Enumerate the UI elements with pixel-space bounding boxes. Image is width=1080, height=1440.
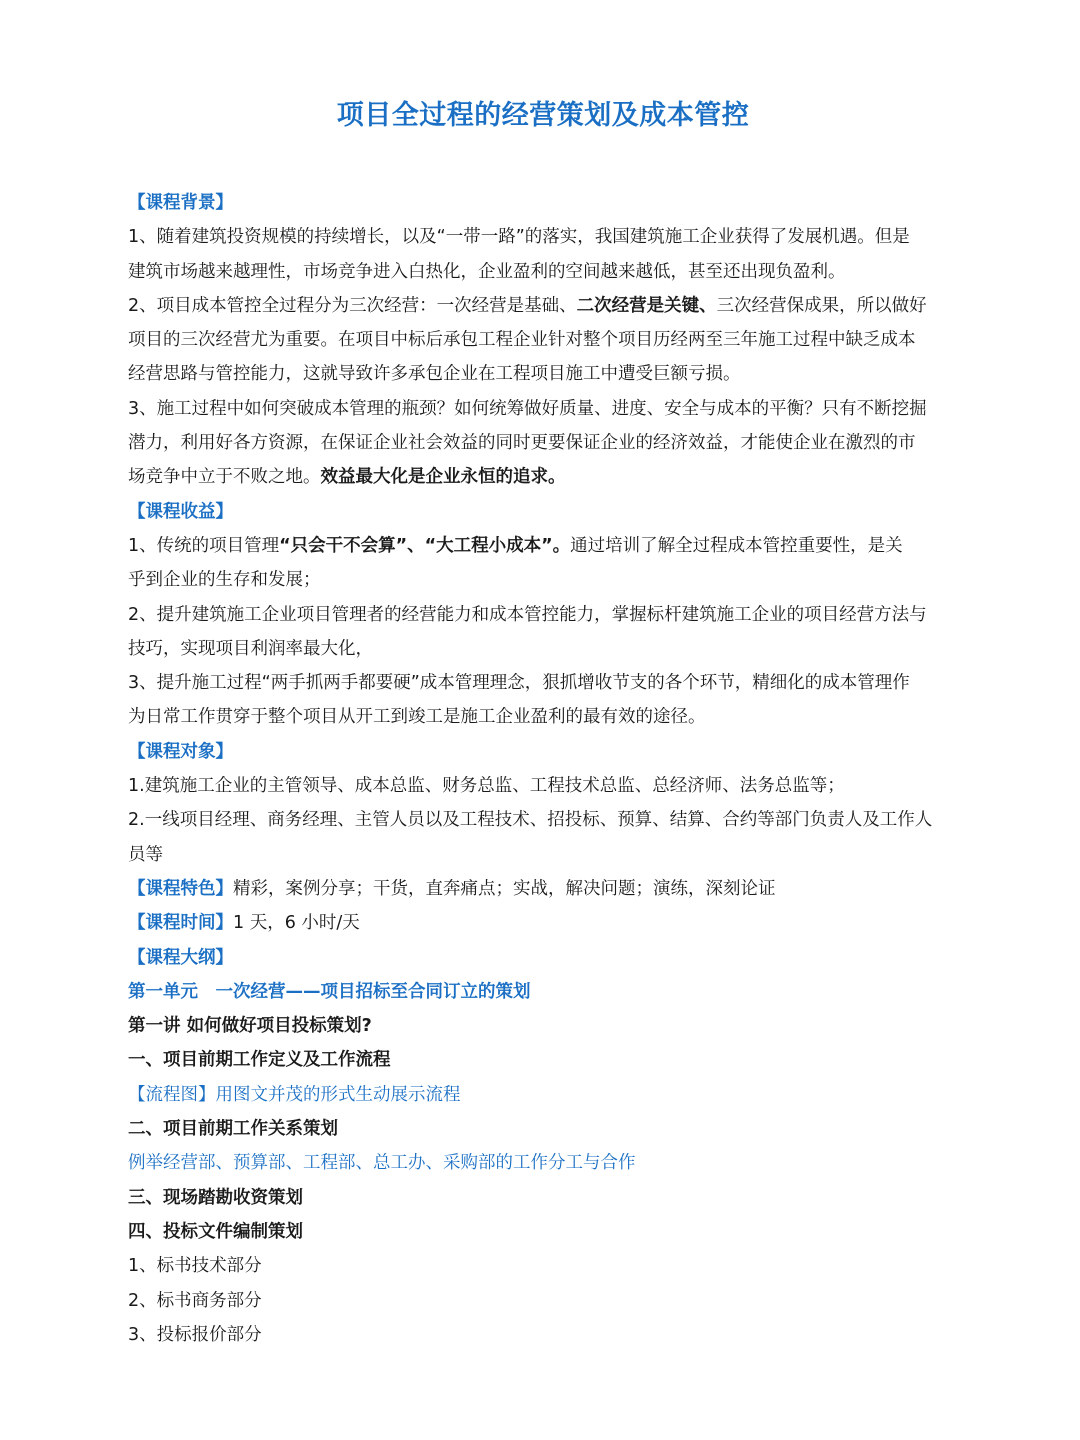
benefits-p1-text-a: 1、传统的项目管理 (128, 535, 280, 556)
section-heading-benefits: 【课程收益】 (128, 501, 233, 522)
outline-unit-1: 第一单元 一次经营——项目招标至合同订立的策划 (128, 981, 531, 1002)
section-heading-time: 【课程时间】 (128, 913, 233, 934)
benefits-p1-bold: “只会干不会算”、“大工程小成本”。 (279, 535, 571, 556)
time-line (128, 906, 958, 940)
outline-section-3: 三、现场踏勘收资策划 (128, 1187, 303, 1208)
background-p3-line2: 潜力，利用好各方资源，在保证企业社会效益的同时更要保证企业的经济效益，才能使企业在激烈的市 (128, 433, 916, 454)
background-p2-bold: 二次经营是关键、 (576, 295, 717, 316)
outline-section-4-item: 2、标书商务部分 (128, 1290, 262, 1311)
features-line (128, 872, 958, 906)
background-p1-line1: 1、随着建筑投资规模的持续增长，以及“一带一路”的落实，我国建筑施工企业获得了发展机遇。但是 (128, 227, 910, 248)
features-text: 精彩，案例分享；干货，直奔痛点；实战，解决问题；演练，深刻论证 (233, 878, 776, 899)
background-p3-text-a: 场竞争中立于不败之地。 (128, 467, 321, 488)
page-title: 项目全过程的经营策划及成本管控 (336, 100, 750, 131)
document-page (128, 92, 958, 1352)
benefits-p1-text-c: 通过培训了解全过程成本管控重要性，是关 (570, 535, 903, 556)
outline-section-2-note: 例举经营部、预算部、工程部、总工办、采购部的工作分工与合作 (128, 1153, 636, 1174)
benefits-p3-line2: 为日常工作贯穿于整个项目从开工到竣工是施工企业盈利的最有效的途径。 (128, 707, 706, 728)
background-p2-line1 (128, 289, 958, 323)
background-p2-line3: 经营思路与管控能力，这就导致许多承包企业在工程项目施工中遭受巨额亏损。 (128, 364, 741, 385)
background-p3-bold: 效益最大化是企业永恒的追求。 (320, 467, 566, 488)
background-p2-text-c: 三次经营保成果，所以做好 (716, 295, 927, 316)
benefits-p3-line1: 3、提升施工过程“两手抓两手都要硬”成本管理理念，狠抓增收节支的各个环节，精细化的成本管理作 (128, 673, 910, 694)
benefits-p1-line1 (128, 529, 958, 563)
section-heading-background: 【课程背景】 (128, 193, 233, 213)
audience-line1: 1.建筑施工企业的主管领导、成本总监、财务总监、工程技术总监、总经济师、法务总监等； (128, 776, 845, 797)
background-p3-line3 (128, 460, 958, 494)
outline-section-4: 四、投标文件编制策划 (128, 1221, 303, 1242)
background-p2-text-a: 2、项目成本管控全过程分为三次经营：一次经营是基础、 (128, 295, 577, 316)
outline-section-4-item: 3、投标报价部分 (128, 1324, 262, 1345)
section-heading-audience: 【课程对象】 (128, 741, 233, 762)
audience-line2: 2.一线项目经理、商务经理、主管人员以及工程技术、招投标、预算、结算、合约等部门负责人及工作人 (128, 810, 933, 831)
benefits-p2-line2: 技巧，实现项目利润率最大化， (128, 638, 373, 659)
benefits-p2-line1: 2、提升建筑施工企业项目管理者的经营能力和成本管控能力，掌握标杆建筑施工企业的项目经营方法与 (128, 604, 927, 625)
section-heading-outline: 【课程大纲】 (128, 947, 233, 968)
outline-lecture-1: 第一讲 如何做好项目投标策划? (128, 1016, 372, 1037)
benefits-p1-line2: 乎到企业的生存和发展； (128, 570, 321, 591)
time-text: 1 天，6 小时/天 (233, 913, 360, 934)
audience-line3: 员等 (128, 844, 163, 865)
outline-section-1: 一、项目前期工作定义及工作流程 (128, 1050, 391, 1071)
section-heading-features: 【课程特色】 (128, 878, 233, 899)
outline-section-2: 二、项目前期工作关系策划 (128, 1119, 338, 1140)
background-p1-line2: 建筑市场越来越理性，市场竞争进入白热化，企业盈利的空间越来越低，甚至还出现负盈利。 (128, 261, 846, 282)
outline-section-1-note: 【流程图】用图文并茂的形式生动展示流程 (128, 1084, 461, 1105)
background-p2-line2: 项目的三次经营尤为重要。在项目中标后承包工程企业针对整个项目历经两至三年施工过程中缺乏成本 (128, 330, 916, 351)
outline-section-4-item: 1、标书技术部分 (128, 1256, 262, 1277)
background-p3-line1: 3、施工过程中如何突破成本管理的瓶颈？如何统筹做好质量、进度、安全与成本的平衡？只有不断挖掘 (128, 398, 927, 419)
